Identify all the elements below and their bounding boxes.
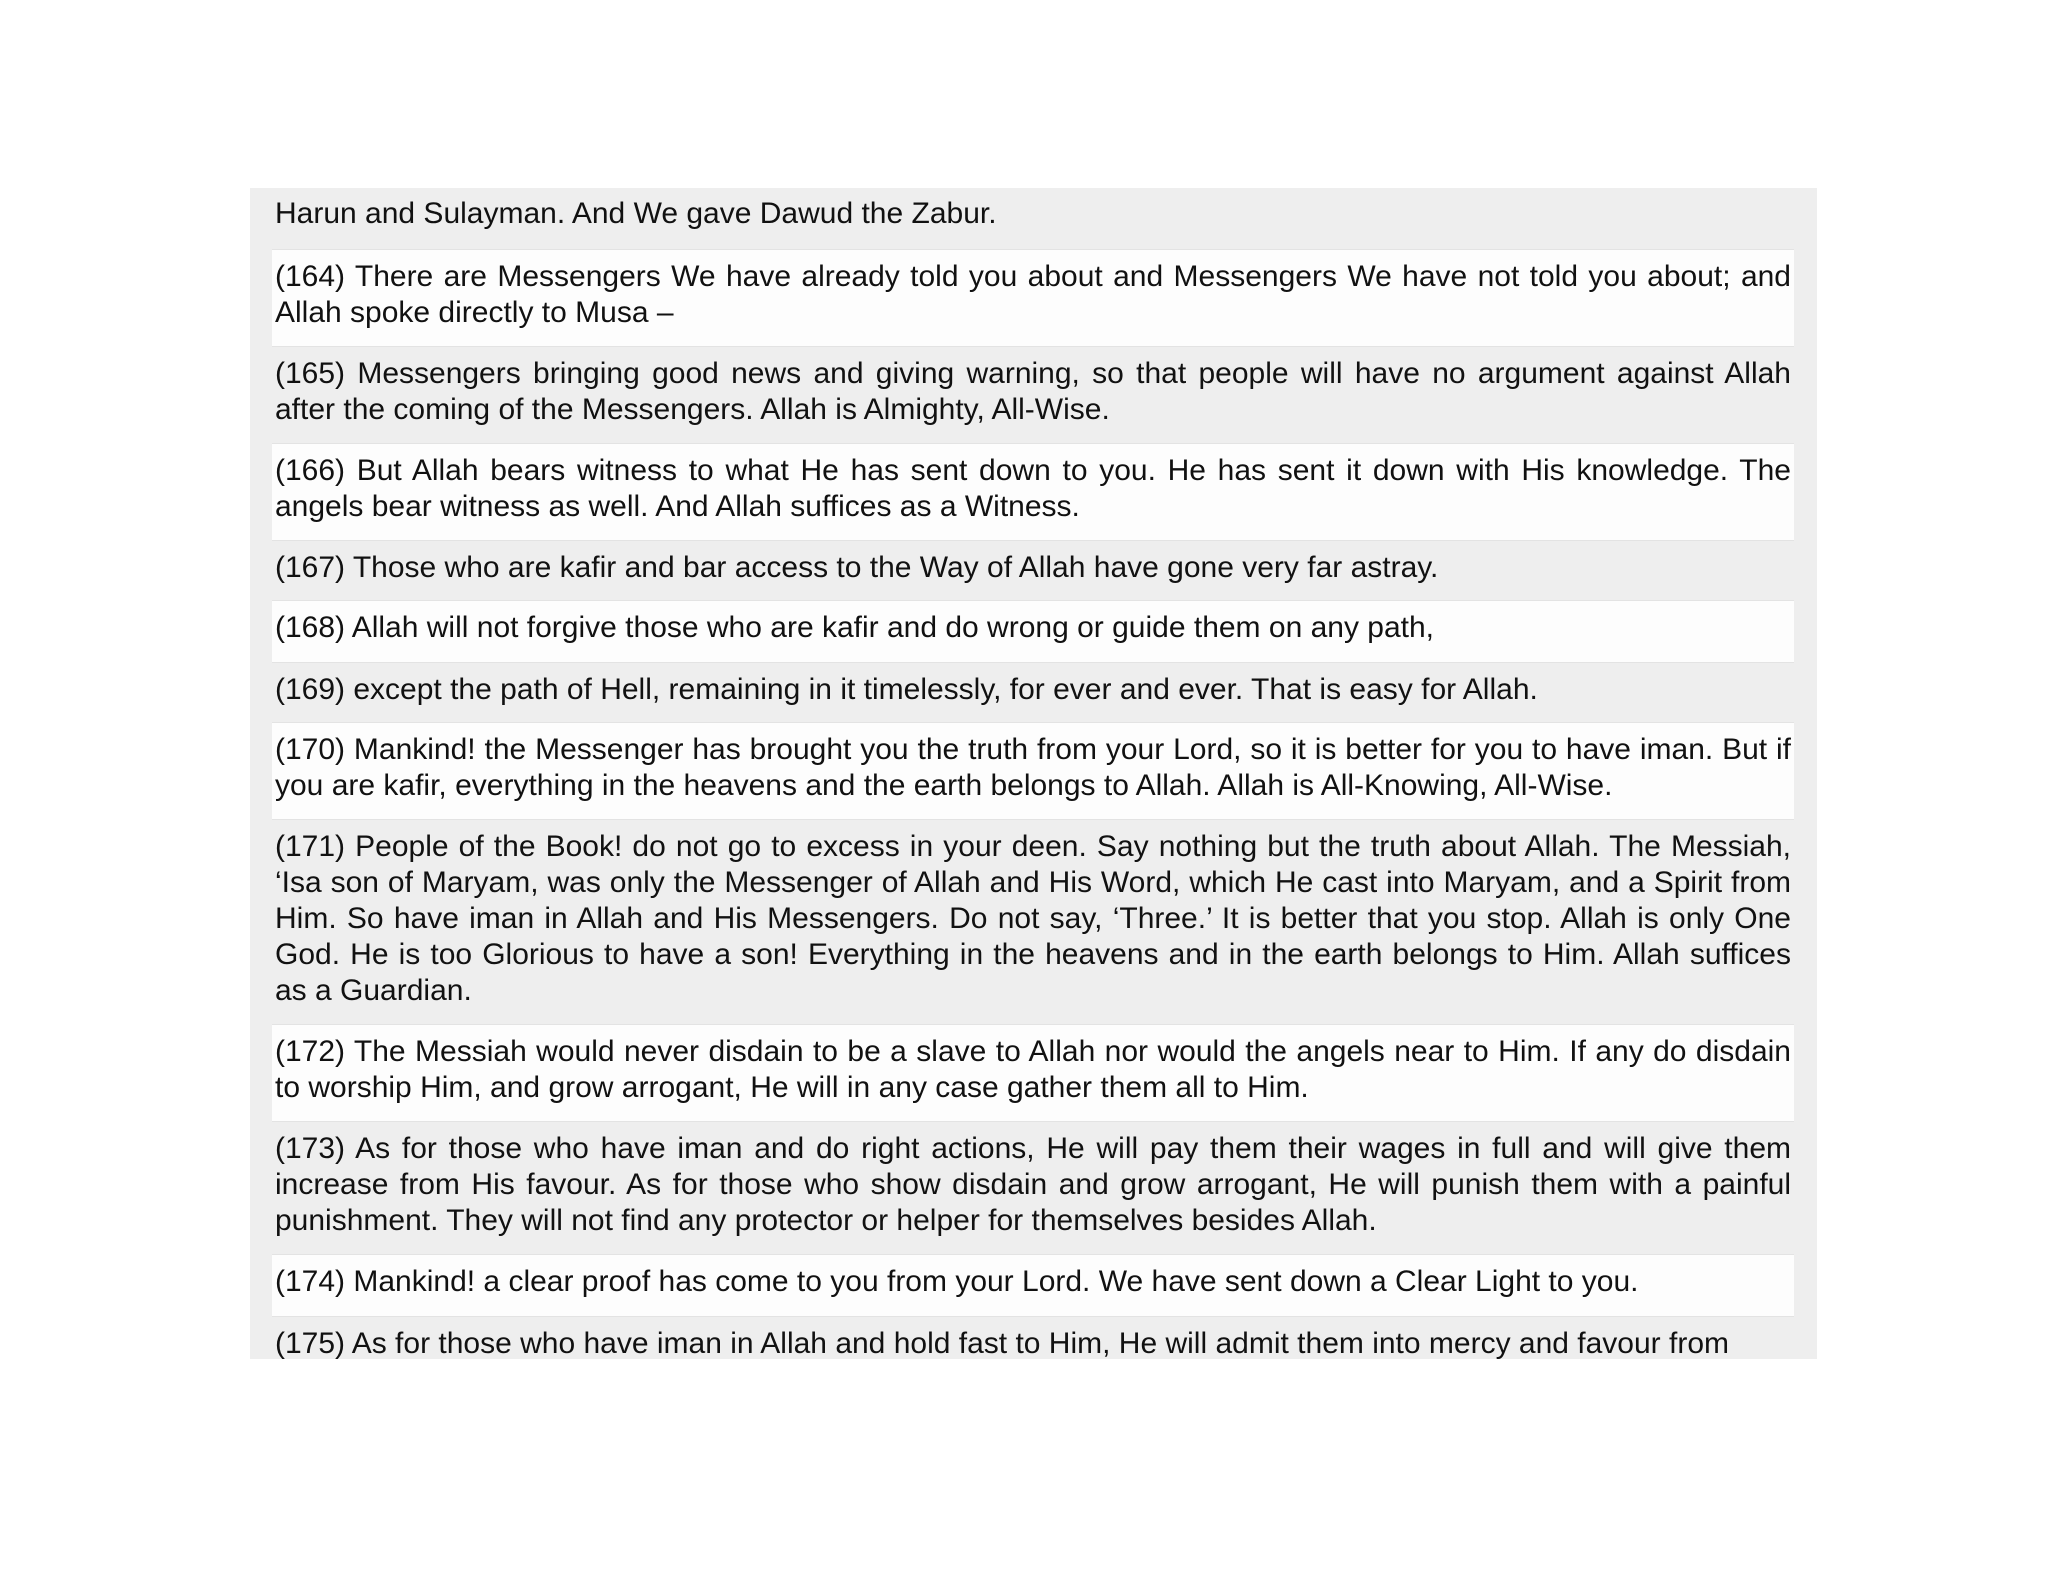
verse-list — [272, 188, 1794, 1359]
verse-paragraph: (174) Mankind! a clear proof has come to you from your Lord. We have sent down a Clear Light to you. — [272, 1255, 1794, 1317]
verse-paragraph: (167) Those who are kafir and bar access to the Way of Allah have gone very far astray. — [272, 541, 1794, 601]
verse-paragraph: (173) As for those who have iman and do right actions, He will pay them their wages in full and will give them increase from His favour. As for those who show disdain and grow arrogant, He will punish them with a painful punishment. They will not find any protector or helper for themselves besides Allah. — [272, 1122, 1794, 1255]
verse-paragraph: (166) But Allah bears witness to what He has sent down to you. He has sent it down with His knowledge. The angels bear witness as well. And Allah suffices as a Witness. — [272, 444, 1794, 541]
verse-paragraph: (171) People of the Book! do not go to excess in your deen. Say nothing but the truth about Allah. The Messiah, ‘Isa son of Maryam, was only the Messenger of Allah and His Word, which He cast into Maryam, and a Spirit from Him. So have iman in Allah and His Messengers. Do not say, ‘Three.’ It is better that you stop. Allah is only One God. He is too Glorious to have a son! Everything in the heavens and in the earth belongs to Him. Allah suffices as a Guardian. — [272, 820, 1794, 1025]
verse-paragraph: Harun and Sulayman. And We gave Dawud the Zabur. — [272, 188, 1794, 250]
verse-paragraph: (164) There are Messengers We have already told you about and Messengers We have not told you about; and Allah spoke directly to Musa – — [272, 250, 1794, 347]
verse-paragraph: (168) Allah will not forgive those who are kafir and do wrong or guide them on any path, — [272, 601, 1794, 663]
document-panel — [250, 188, 1817, 1359]
verse-paragraph: (170) Mankind! the Messenger has brought you the truth from your Lord, so it is better for you to have iman. But if you are kafir, everything in the heavens and the earth belongs to Allah. Allah is All-Knowing, All-Wise. — [272, 723, 1794, 820]
verse-paragraph: (169) except the path of Hell, remaining in it timelessly, for ever and ever. That is easy for Allah. — [272, 663, 1794, 723]
verse-paragraph: (165) Messengers bringing good news and giving warning, so that people will have no argument against Allah after the coming of the Messengers. Allah is Almighty, All-Wise. — [272, 347, 1794, 444]
verse-paragraph: (172) The Messiah would never disdain to be a slave to Allah nor would the angels near to Him. If any do disdain to worship Him, and grow arrogant, He will in any case gather them all to Him. — [272, 1025, 1794, 1122]
verse-paragraph: (175) As for those who have iman in Allah and hold fast to Him, He will admit them into mercy and favour from — [272, 1317, 1794, 1359]
